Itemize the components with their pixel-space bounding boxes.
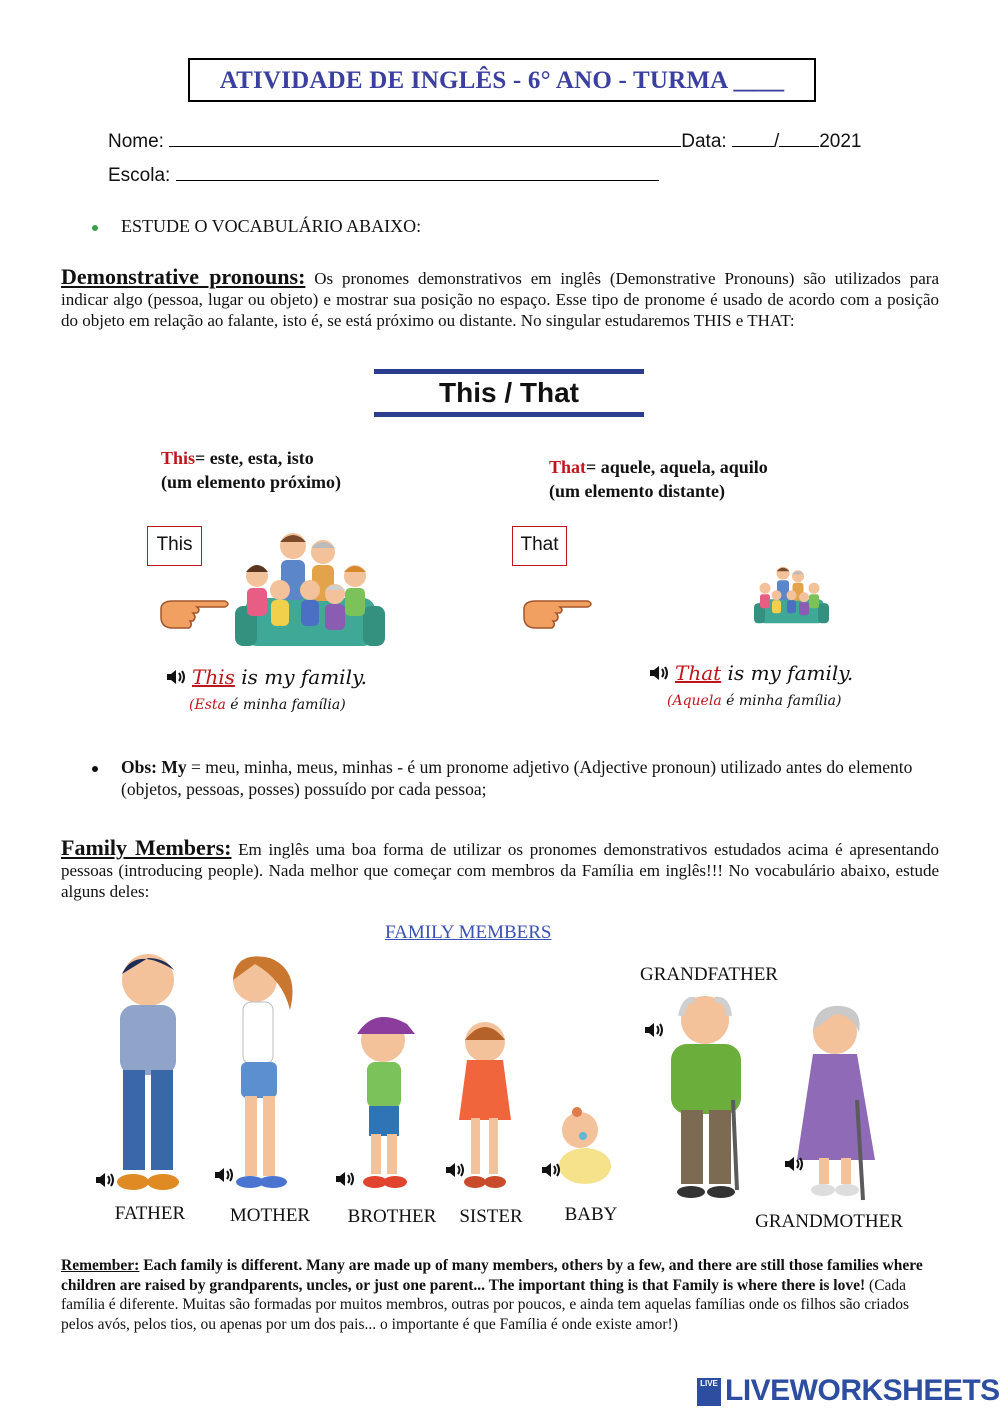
grandmother-figure [797,1006,875,1200]
page-title: ATIVIDADE DE INGLÊS - 6° ANO - TURMA ____ [188,58,816,102]
family-illustration-near [235,528,385,653]
bullet-dot [92,225,98,231]
date-year: 2021 [819,131,862,152]
label-brother: BROTHER [347,1206,437,1227]
remember-normal-text: (Cada família é diferente. Muitas são formadas por muitos membros, outras por poucos, e ainda tem aquelas famílias onde os filhos são criados pelos avós, pelos tios, ou apenas por um dos pais... o importante é que Família é onde existe amor!) [61,1276,909,1333]
speaker-icon[interactable] [165,668,187,686]
remember-bold-text: Each family is different. Many are made up of many members, others by a few, and there are still those families where children are raised by grandparents, uncles, or just one parent... The important thing is that Family is where there is love! [61,1257,923,1294]
this-definition [161,446,341,494]
this-tag: This [147,526,202,566]
this-sentence-row [165,665,367,690]
speaker-icon[interactable] [648,664,670,682]
school-row [108,165,659,187]
baby-figure [559,1107,611,1184]
label-baby: BABY [564,1204,618,1225]
label-sister: SISTER [459,1206,523,1227]
logo-text: LIVEWORKSHEETS [725,1374,1000,1407]
this-meaning: = este, esta, isto [195,448,314,468]
label-father: FATHER [114,1203,186,1224]
speaker-icon[interactable] [783,1155,805,1173]
remember-label: Remember: [61,1257,140,1274]
speaker-icon[interactable] [444,1161,466,1179]
label-mother: MOTHER [229,1205,311,1226]
family-paragraph [61,837,939,902]
demonstrative-heading: Demonstrative pronouns: [61,264,306,289]
logo-badge-icon: LIVE [697,1378,721,1406]
that-tag: That [512,526,567,566]
sister-figure [459,1022,511,1188]
label-grandmother: GRANDMOTHER [755,1211,903,1232]
date-label: Data: [681,131,727,152]
that-translation-rest: é minha família) [721,693,842,709]
brother-figure [357,1017,415,1188]
study-instruction: ESTUDE O VOCABULÁRIO ABAIXO: [121,216,422,236]
this-translation-open: ( [189,697,195,713]
demonstrative-text: Os pronomes demonstrativos em inglês (Demonstrative Pronouns) são utilizados para indicar algo (pessoa, lugar ou objeto) e mostrar sua posição no espaço. Esse tipo de pronome é usado de acordo com a posição do objeto em relação ao falante, isto é, se está próximo ou distante. No singular estudaremos THIS e THAT: [61,269,940,330]
mother-figure [233,956,293,1188]
this-sentence-rest: is my family. [234,665,367,689]
family-heading: Family Members: [61,835,232,860]
that-meaning: = aquele, aquela, aquilo [586,457,768,477]
that-sentence-word: That [675,661,722,685]
demonstrative-paragraph [61,266,939,331]
grandfather-figure [671,996,741,1198]
family-text: Em inglês uma boa forma de utilizar os pronomes demonstrativos estudados acima é apresentando pessoas (introducing people). Nada melhor que começar com membros da Família em inglês!!! No vocabulário abaixo, estude alguns deles: [61,840,939,901]
that-sentence-row [648,661,853,686]
speaker-icon[interactable] [334,1170,356,1188]
that-translation-open: ( [667,693,673,709]
obs-note [121,756,941,800]
speaker-icon[interactable] [540,1161,562,1179]
speaker-icon[interactable] [213,1166,235,1184]
that-word: That [549,457,587,477]
pointing-hand-icon [520,595,595,635]
liveworksheets-logo[interactable] [697,1374,1000,1410]
that-sentence-rest: is my family. [721,661,854,685]
speaker-icon[interactable] [94,1171,116,1189]
school-label: Escola: [108,165,171,186]
family-members-subtitle: FAMILY MEMBERS [385,922,552,943]
that-note: (um elemento distante) [549,481,725,501]
this-note: (um elemento próximo) [161,472,341,492]
date-separator: / [773,131,780,152]
that-translation-word: Aquela [672,693,722,709]
remember-paragraph [61,1256,939,1334]
this-word: This [161,448,196,468]
obs-text: = meu, minha, meus, minhas - é um pronome adjetivo (Adjective pronoun) utilizado antes do elemento (objetos, pessoas, posses) possuído por cada pessoa; [121,757,913,799]
this-translation-word: Esta [194,697,226,713]
bullet-dot [92,766,98,772]
date-month-field[interactable] [779,132,819,147]
school-field[interactable] [176,166,659,181]
that-definition [549,455,768,503]
this-sentence-word: This [192,665,235,689]
obs-label: Obs: My [121,757,187,777]
this-that-banner: This / That [374,369,644,417]
name-row [108,131,862,153]
family-illustration-far [754,563,829,628]
that-translation [667,693,842,709]
name-label: Nome: [108,131,164,152]
name-field[interactable] [169,132,681,147]
this-translation-rest: é minha família) [225,697,346,713]
date-day-field[interactable] [732,132,774,147]
pointing-hand-icon [157,595,232,635]
this-translation [189,697,346,713]
label-grandfather: GRANDFATHER [640,964,778,985]
father-figure [117,954,179,1190]
speaker-icon[interactable] [643,1021,665,1039]
